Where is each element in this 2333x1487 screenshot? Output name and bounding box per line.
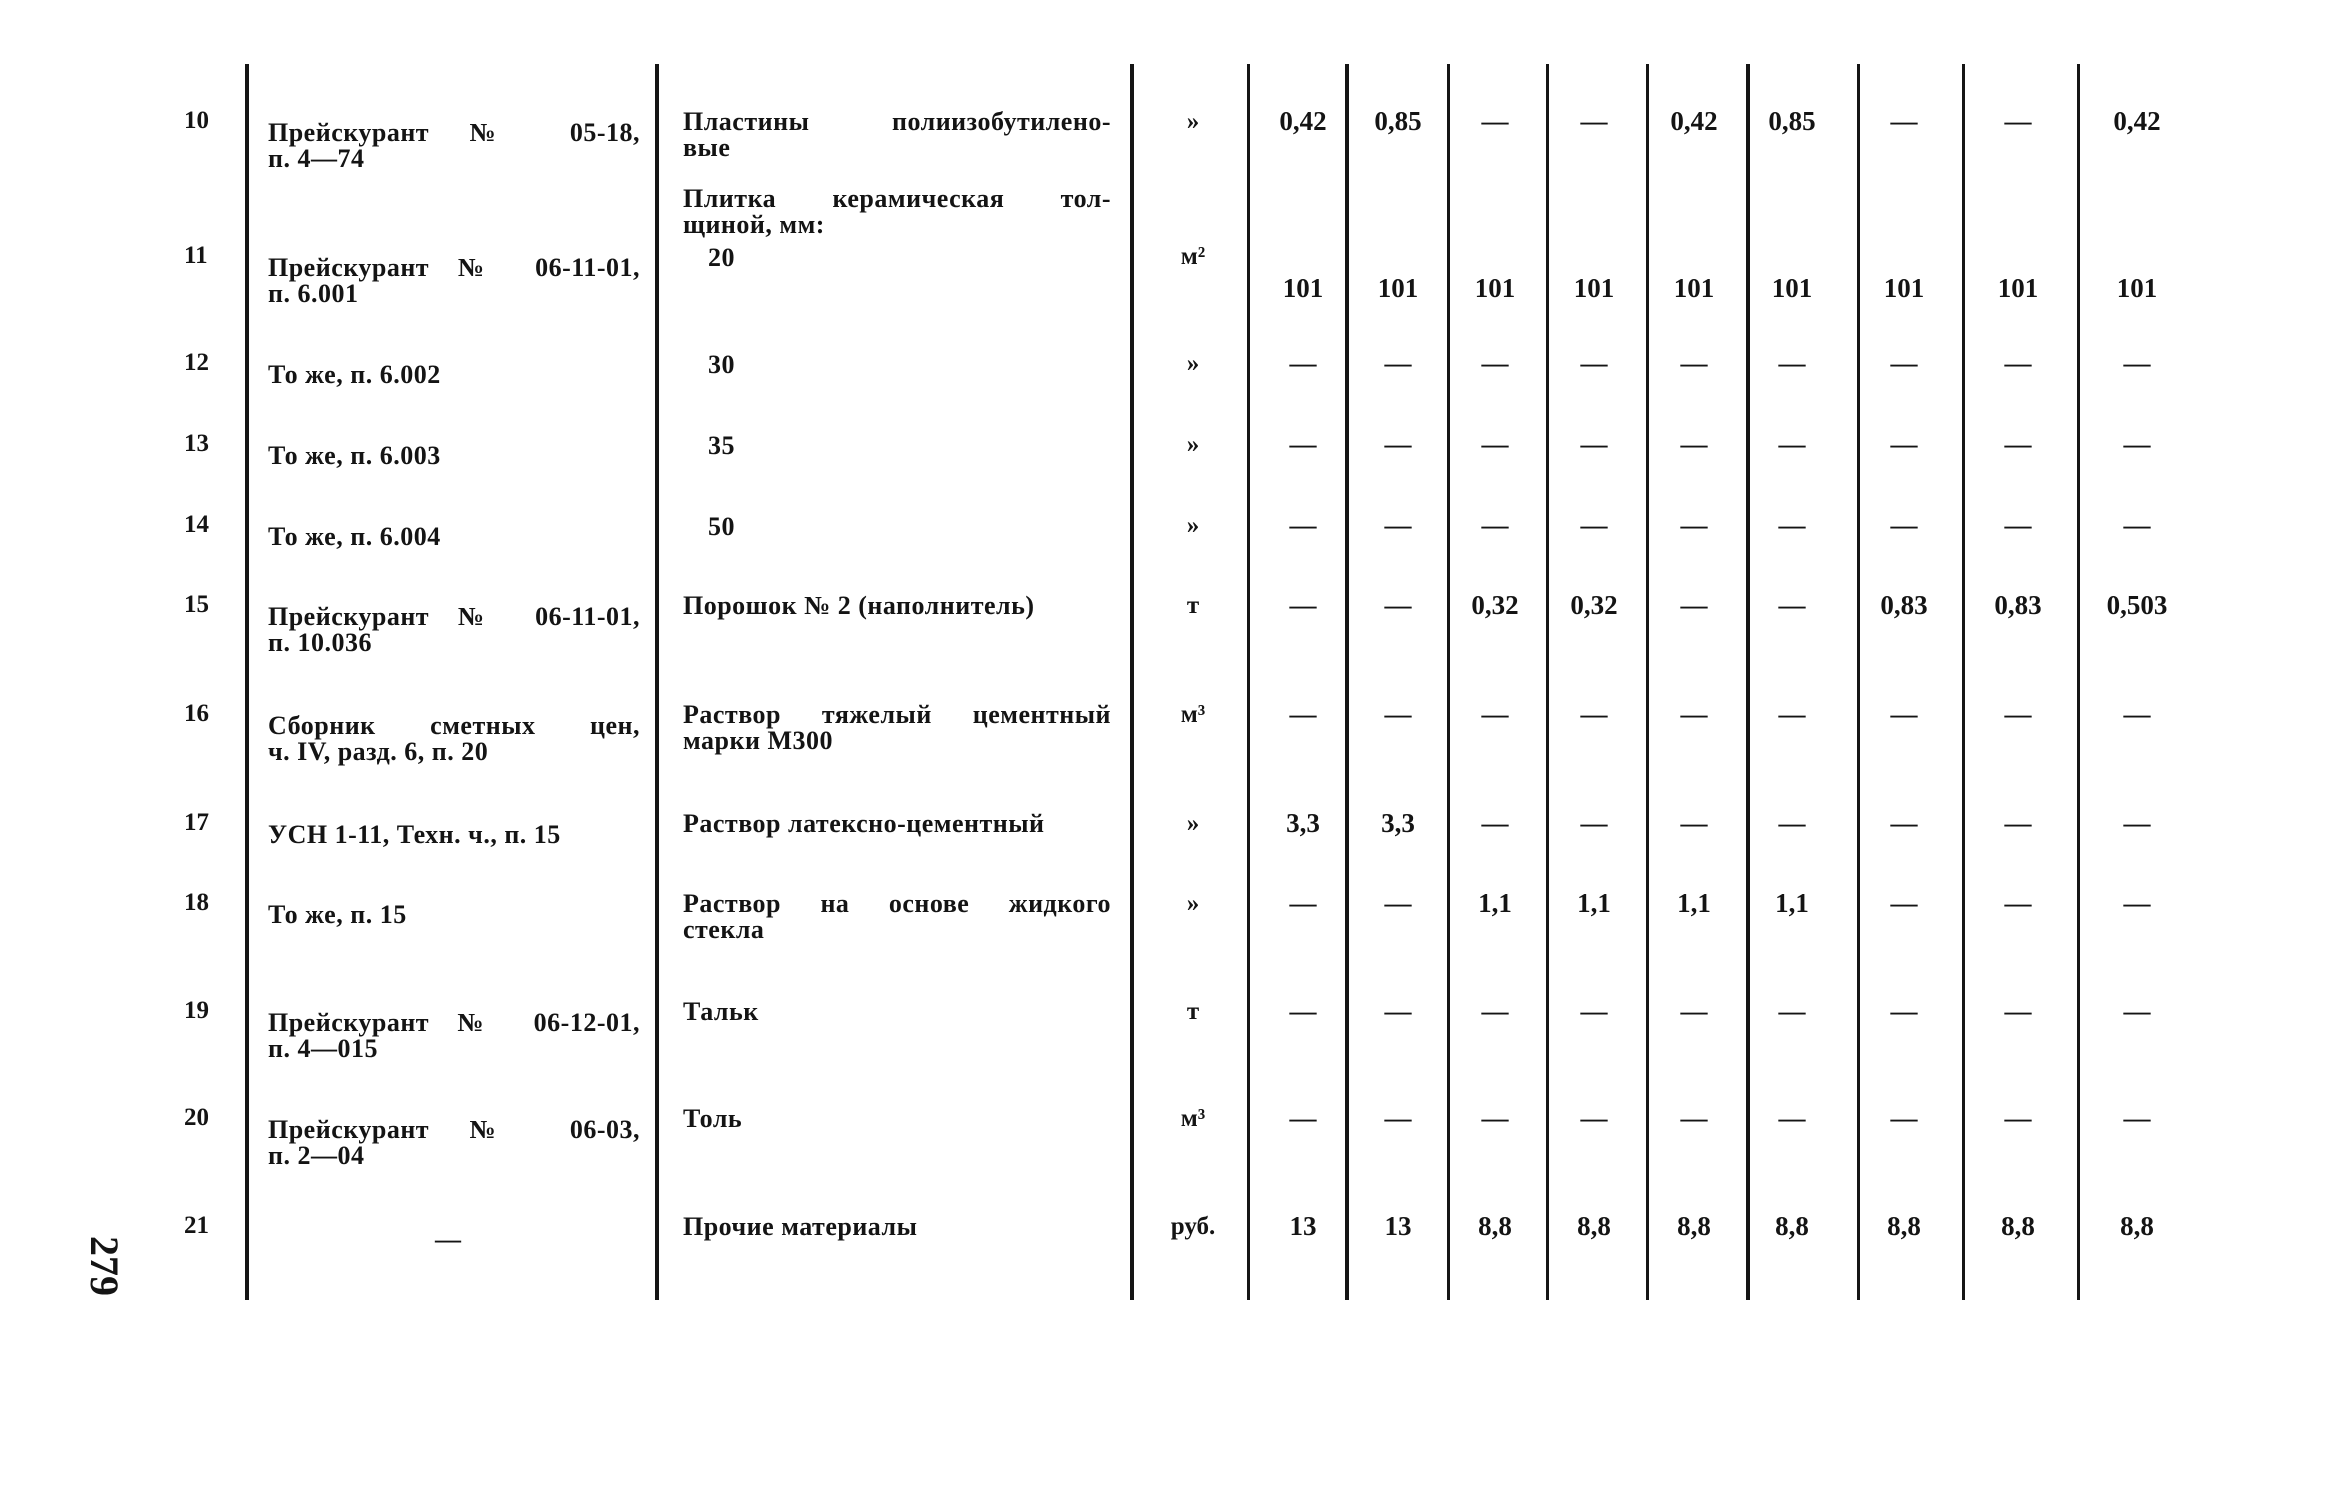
value-cell: 101 — [1883, 273, 1925, 303]
page-number: 279 — [82, 1236, 127, 1296]
source-line: ч. IV, разд. 6, п. 20 — [268, 737, 489, 766]
value-cell: 101 — [1282, 273, 1324, 303]
value-cell: — — [1384, 429, 1412, 459]
value-cell: — — [1890, 106, 1918, 136]
value-cell: — — [1680, 510, 1708, 540]
value-cell: — — [1778, 510, 1806, 540]
unit-of-measure: м² — [1180, 243, 1206, 270]
source-line: УСН 1-11, Техн. ч., п. 15 — [268, 820, 561, 849]
source-line: п. 6.001 — [268, 279, 359, 308]
value-cell: — — [1481, 1103, 1509, 1133]
material-name — [683, 999, 1111, 1025]
value-cell: 101 — [1474, 273, 1516, 303]
value-cell: 8,8 — [1775, 1211, 1809, 1241]
row-number: 21 — [184, 1212, 209, 1239]
source-reference — [268, 713, 640, 765]
value-cell: — — [1580, 996, 1608, 1026]
unit-of-measure: » — [1186, 431, 1200, 458]
value-cell: — — [2123, 1103, 2151, 1133]
material-name — [683, 1106, 1111, 1132]
value-cell: — — [1289, 510, 1317, 540]
material-name-line: вые — [683, 133, 731, 162]
material-name — [683, 593, 1111, 619]
source-reference — [268, 524, 640, 550]
value-cell: — — [1890, 699, 1918, 729]
value-cell: — — [1778, 996, 1806, 1026]
material-name: 30 — [708, 350, 735, 379]
value-cell: — — [1289, 996, 1317, 1026]
value-cell: — — [1778, 590, 1806, 620]
unit-of-measure: т — [1186, 592, 1200, 619]
source-reference — [268, 604, 640, 656]
value-cell: — — [1481, 808, 1509, 838]
value-cell: 0,32 — [1570, 590, 1618, 620]
row-number: 10 — [184, 107, 209, 134]
material-name — [683, 702, 1111, 754]
value-cell: — — [1580, 699, 1608, 729]
value-cell: — — [1289, 699, 1317, 729]
column-rule — [1962, 64, 1965, 1300]
value-cell: — — [2004, 699, 2032, 729]
value-cell: — — [1289, 1103, 1317, 1133]
value-cell: — — [2123, 510, 2151, 540]
unit-of-measure: » — [1186, 810, 1200, 837]
value-cell: — — [2004, 106, 2032, 136]
material-name-line: Толь — [683, 1104, 743, 1133]
value-cell: — — [1680, 1103, 1708, 1133]
value-cell: — — [2004, 996, 2032, 1026]
value-cell: — — [1890, 429, 1918, 459]
value-cell: — — [1580, 510, 1608, 540]
value-cell: — — [1890, 510, 1918, 540]
value-cell: — — [1680, 996, 1708, 1026]
value-cell: 1,1 — [1577, 888, 1611, 918]
value-cell: — — [1289, 348, 1317, 378]
value-cell: — — [2004, 429, 2032, 459]
value-cell: 101 — [2116, 273, 2158, 303]
value-cell: 0,42 — [1279, 106, 1327, 136]
value-cell: 3,3 — [1381, 808, 1415, 838]
source-line: То же, п. 15 — [268, 900, 407, 929]
value-cell: — — [1680, 699, 1708, 729]
value-cell: — — [1481, 106, 1509, 136]
source-reference — [268, 1117, 640, 1169]
material-name-line: Раствор на основе жидкого — [683, 889, 1111, 918]
value-cell: — — [1384, 996, 1412, 1026]
value-cell: — — [1384, 1103, 1412, 1133]
value-cell: — — [1481, 996, 1509, 1026]
value-cell: — — [1481, 429, 1509, 459]
value-cell: — — [1778, 429, 1806, 459]
column-rule — [1247, 64, 1250, 1300]
value-cell: 0,503 — [2106, 590, 2168, 620]
source-reference — [268, 443, 640, 469]
source-line: Прейскурант № 06-11-01, — [268, 253, 640, 282]
value-cell: — — [2004, 1103, 2032, 1133]
value-cell: 8,8 — [2001, 1211, 2035, 1241]
material-name: 35 — [708, 431, 735, 460]
unit-of-measure: » — [1186, 108, 1200, 135]
row-number: 14 — [184, 511, 209, 538]
value-cell: — — [1384, 348, 1412, 378]
material-name-line: Раствор тяжелый цементный — [683, 700, 1111, 729]
value-cell: — — [2004, 888, 2032, 918]
value-cell: 0,83 — [1880, 590, 1928, 620]
value-cell: — — [1890, 996, 1918, 1026]
source-reference: — — [435, 1225, 462, 1254]
value-cell: — — [1481, 510, 1509, 540]
value-cell: — — [1778, 1103, 1806, 1133]
value-cell: — — [1289, 590, 1317, 620]
material-name: 50 — [708, 512, 735, 541]
row-number: 13 — [184, 430, 209, 457]
value-cell: 101 — [1377, 273, 1419, 303]
value-cell: 8,8 — [1677, 1211, 1711, 1241]
value-cell: — — [2004, 348, 2032, 378]
column-rule — [655, 64, 659, 1300]
material-name-line: Пластины полиизобутилено- — [683, 107, 1111, 136]
value-cell: — — [1680, 429, 1708, 459]
value-cell: — — [1580, 348, 1608, 378]
material-name-line: стекла — [683, 915, 765, 944]
unit-of-measure: руб. — [1170, 1213, 1216, 1240]
row-number: 17 — [184, 809, 209, 836]
value-cell: 1,1 — [1478, 888, 1512, 918]
value-cell: — — [2123, 888, 2151, 918]
value-cell: — — [1778, 699, 1806, 729]
value-cell: — — [1580, 808, 1608, 838]
value-cell: — — [1680, 808, 1708, 838]
material-name-line: Порошок № 2 (наполнитель) — [683, 591, 1035, 620]
value-cell: 3,3 — [1286, 808, 1320, 838]
column-rule — [245, 64, 249, 1300]
value-cell: — — [1778, 808, 1806, 838]
material-name — [683, 109, 1111, 161]
source-line: п. 2—04 — [268, 1141, 365, 1170]
column-rule — [1130, 64, 1134, 1300]
row-number: 20 — [184, 1104, 209, 1131]
value-cell: 101 — [1573, 273, 1615, 303]
unit-of-measure: м³ — [1180, 701, 1206, 728]
source-line: Прейскурант № 06-11-01, — [268, 602, 640, 631]
unit-of-measure: » — [1186, 512, 1200, 539]
value-cell: 8,8 — [1887, 1211, 1921, 1241]
material-name: 20 — [708, 243, 735, 272]
material-group-line: Плитка керамическая тол- — [683, 184, 1111, 213]
value-cell: 0,42 — [2113, 106, 2161, 136]
value-cell: — — [2123, 699, 2151, 729]
source-line: Сборник сметных цен, — [268, 711, 640, 740]
row-number: 11 — [184, 242, 208, 269]
value-cell: — — [2123, 808, 2151, 838]
source-line: То же, п. 6.002 — [268, 360, 441, 389]
row-number: 12 — [184, 349, 209, 376]
row-number: 16 — [184, 700, 209, 727]
value-cell: 13 — [1384, 1211, 1412, 1241]
column-rule — [2077, 64, 2080, 1300]
source-reference — [268, 902, 640, 928]
value-cell: — — [1384, 510, 1412, 540]
source-line: То же, п. 6.004 — [268, 522, 441, 551]
value-cell: — — [1778, 348, 1806, 378]
source-line: Прейскурант № 06-12-01, — [268, 1008, 640, 1037]
source-line: п. 10.036 — [268, 628, 372, 657]
row-number: 19 — [184, 997, 209, 1024]
value-cell: 1,1 — [1775, 888, 1809, 918]
material-name-line: марки М300 — [683, 726, 833, 755]
value-cell: 0,83 — [1994, 590, 2042, 620]
material-group-line: щиной, мм: — [683, 210, 825, 239]
value-cell: 0,32 — [1471, 590, 1519, 620]
value-cell: — — [1890, 808, 1918, 838]
value-cell: — — [1580, 429, 1608, 459]
value-cell: 101 — [1673, 273, 1715, 303]
source-line: Прейскурант № 05-18, — [268, 118, 640, 147]
material-name-line: Раствор латексно-цементный — [683, 809, 1045, 838]
unit-of-measure: т — [1186, 998, 1200, 1025]
material-name — [683, 811, 1111, 837]
value-cell: — — [1289, 888, 1317, 918]
value-cell: 101 — [1771, 273, 1813, 303]
value-cell: — — [1384, 699, 1412, 729]
source-reference — [268, 120, 640, 172]
value-cell: — — [1680, 348, 1708, 378]
value-cell: — — [1890, 1103, 1918, 1133]
source-line: То же, п. 6.003 — [268, 441, 441, 470]
value-cell: — — [1481, 699, 1509, 729]
value-cell: 0,85 — [1374, 106, 1422, 136]
value-cell: — — [1580, 106, 1608, 136]
value-cell: 0,85 — [1768, 106, 1816, 136]
source-line: п. 4—74 — [268, 144, 365, 173]
value-cell: — — [1890, 348, 1918, 378]
value-cell: — — [1289, 429, 1317, 459]
material-group-header — [683, 186, 1111, 238]
value-cell: 1,1 — [1677, 888, 1711, 918]
unit-of-measure: м³ — [1180, 1105, 1206, 1132]
unit-of-measure: » — [1186, 890, 1200, 917]
value-cell: — — [1580, 1103, 1608, 1133]
material-name — [683, 891, 1111, 943]
material-name-line: Тальк — [683, 997, 759, 1026]
value-cell: 0,42 — [1670, 106, 1718, 136]
source-reference — [268, 1010, 640, 1062]
source-reference — [268, 255, 640, 307]
material-name — [683, 1214, 1111, 1240]
unit-of-measure: » — [1186, 350, 1200, 377]
value-cell: 8,8 — [1577, 1211, 1611, 1241]
value-cell: — — [1680, 590, 1708, 620]
value-cell: — — [2004, 808, 2032, 838]
value-cell: 101 — [1997, 273, 2039, 303]
row-number: 15 — [184, 591, 209, 618]
source-line: Прейскурант № 06-03, — [268, 1115, 640, 1144]
value-cell: — — [1481, 348, 1509, 378]
value-cell: 8,8 — [2120, 1211, 2154, 1241]
material-name-line: Прочие материалы — [683, 1212, 918, 1241]
value-cell: — — [1384, 590, 1412, 620]
source-line: п. 4—015 — [268, 1034, 378, 1063]
value-cell: 13 — [1289, 1211, 1317, 1241]
value-cell: — — [2123, 996, 2151, 1026]
source-reference — [268, 822, 640, 848]
value-cell: — — [2123, 429, 2151, 459]
value-cell: — — [2004, 510, 2032, 540]
value-cell: — — [1384, 888, 1412, 918]
value-cell: 8,8 — [1478, 1211, 1512, 1241]
row-number: 18 — [184, 889, 209, 916]
value-cell: — — [1890, 888, 1918, 918]
source-reference — [268, 362, 640, 388]
value-cell: — — [2123, 348, 2151, 378]
